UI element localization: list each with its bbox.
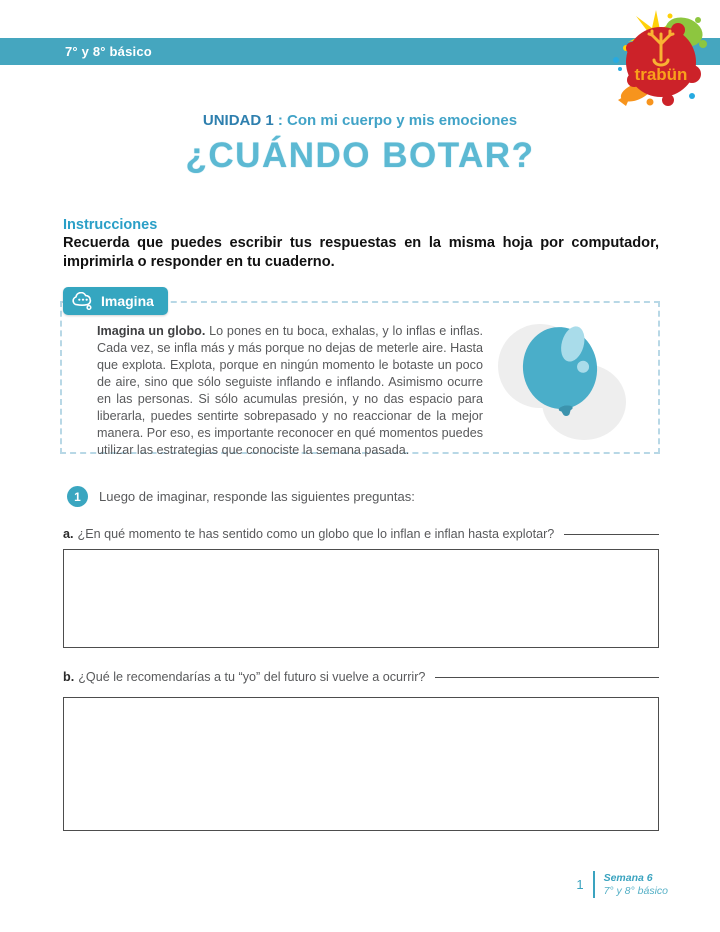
grade-label: 7° y 8° básico	[65, 44, 152, 59]
question-b	[63, 670, 659, 684]
imagina-paragraph-body: Lo pones en tu boca, exhalas, y lo inflas e inflas. Cada vez, se infla más y más porque no dejas de meterle aire. Hasta que explota. Explota, porque en ningún momento le botaste un poco de aire, sino que sólo seguiste inflando e inflando. Asimismo ocurre en las personas. Si sólo acumulas presión, y no das espacio para liberarla, puedes sentirte sobrepasado y no reaccionar de la mejor manera. Por eso, es importante reconocer en qué momentos puedes utilizar las estrategias que conociste la semana pasada.	[97, 324, 484, 457]
imagina-badge	[63, 287, 168, 315]
question-a	[63, 527, 659, 541]
thought-bubble-icon	[72, 292, 94, 311]
question-a-text: ¿En qué momento te has sentido como un globo que lo inflan e inflan hasta explotar?	[77, 527, 555, 541]
activity-prompt: Luego de imaginar, responde las siguientes preguntas:	[99, 489, 415, 504]
page-footer	[576, 871, 668, 898]
paint-splat-logo-icon	[606, 8, 714, 108]
page-title: ¿CUÁNDO BOTAR?	[185, 136, 535, 175]
question-b-label: b.	[63, 670, 75, 684]
question-a-rule	[564, 534, 659, 535]
imagina-paragraph-lead: Imagina un globo.	[97, 324, 206, 338]
footer-week: Semana 6	[603, 871, 653, 884]
imagina-badge-label: Imagina	[101, 293, 154, 309]
instructions-body: Recuerda que puedes escribir tus respuestas en la misma hoja por computador, imprimirla o responder en tu cuaderno.	[63, 235, 659, 271]
question-a-label: a.	[63, 527, 74, 541]
answer-box-b[interactable]	[63, 697, 659, 831]
footer-meta	[604, 872, 668, 898]
trabun-logo	[606, 8, 714, 108]
question-b-text: ¿Qué le recomendarías a tu “yo” del futuro si vuelve a ocurrir?	[78, 670, 426, 684]
balloon-illustration	[492, 310, 632, 446]
answer-box-a[interactable]	[63, 549, 659, 648]
question-b-rule	[435, 677, 659, 678]
balloon-icon	[492, 310, 632, 446]
activity-number-badge: 1	[67, 486, 88, 507]
imagina-paragraph	[97, 323, 483, 459]
unit-number: UNIDAD 1	[202, 112, 274, 129]
logo-wordmark: trabün	[634, 65, 688, 84]
activity-1	[67, 486, 415, 507]
instructions-heading: Instrucciones	[63, 217, 158, 233]
unit-heading	[0, 112, 720, 129]
unit-name-text: : Con mi cuerpo y mis emociones	[273, 112, 518, 129]
footer-divider	[593, 871, 595, 898]
page-number: 1	[576, 877, 584, 892]
footer-grade: 7° y 8° básico	[603, 884, 668, 897]
